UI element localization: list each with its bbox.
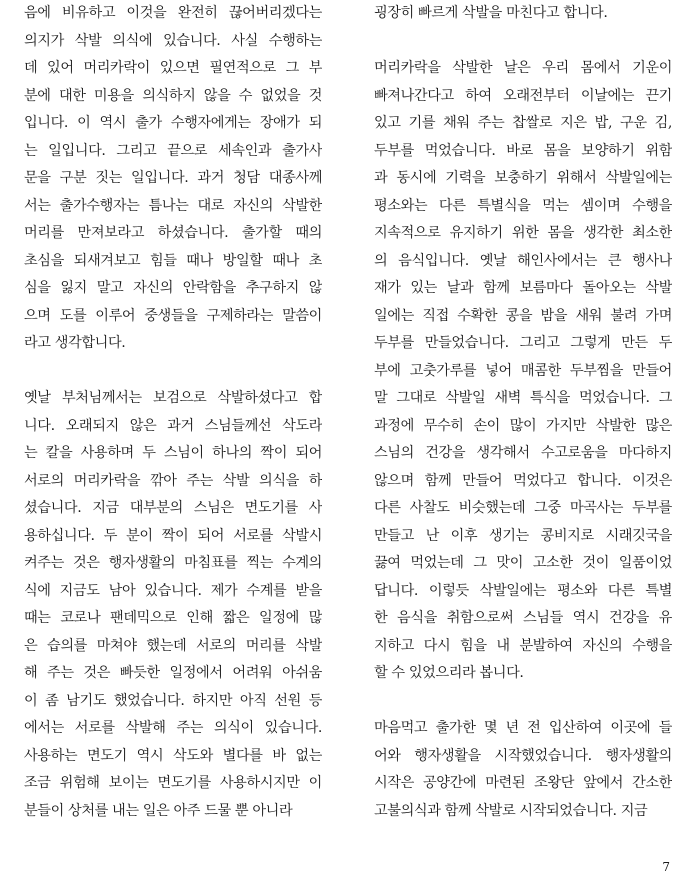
paragraph xyxy=(374,55,672,688)
text-line: 이 좀 남기도 했었습니다. 하지만 아직 선원 등 xyxy=(24,692,322,709)
text-line: 는 칼을 사용하며 두 스님이 하나의 짝이 되어 xyxy=(24,445,322,461)
text-line: 재가 있는 날과 함께 보름마다 돌아오는 삭발 xyxy=(374,280,672,296)
text-line: 심을 잃지 말고 자신의 안락함을 추구하지 않 xyxy=(24,280,322,296)
text-line: 식에 지금도 남아 있습니다. 제가 수계를 받을 xyxy=(24,582,322,599)
paragraph xyxy=(24,0,322,358)
text-line: 의지가 삭발 의식에 있습니다. 사실 수행하는 xyxy=(24,32,322,49)
paragraph xyxy=(24,385,322,825)
text-line: 시작은 공양간에 마련된 조왕단 앞에서 간소한 xyxy=(374,775,672,791)
text-line: 지하고 다시 힘을 내 분발하여 자신의 수행을 xyxy=(374,637,672,654)
text-line: 라고 생각합니다. xyxy=(24,335,126,351)
text-line: 서는 출가수행자는 틈나는 대로 자신의 삭발한 xyxy=(24,197,322,214)
text-line: 만들고 난 이후 생기는 콩비지로 시래깃국을 xyxy=(374,527,672,544)
page-number: 7 xyxy=(662,860,670,874)
paragraph xyxy=(374,715,672,825)
text-line: 지속적으로 유지하기 위한 몸을 생각한 최소한 xyxy=(374,225,672,241)
text-line: 셨습니다. 지금 대부분의 스님은 면도기를 사 xyxy=(24,500,322,516)
text-line: 머리카락을 삭발한 날은 우리 몸에서 기운이 xyxy=(374,60,672,76)
text-line: 입니다. 이 역시 출가 수행자에게는 장애가 되 xyxy=(24,115,322,131)
text-line: 니다. 오래되지 않은 과거 스님들께선 삭도라 xyxy=(24,417,322,434)
text-line: 빠져나간다고 하여 오래전부터 이날에는 끈기 xyxy=(374,87,672,104)
text-line: 는 일입니다. 그리고 끝으로 세속인과 출가사 xyxy=(24,142,322,159)
text-line: 때는 코로나 팬데믹으로 인해 짧은 일정에 많 xyxy=(24,610,322,626)
paragraph xyxy=(374,0,672,28)
text-line: 용하십니다. 두 분이 짝이 되어 서로를 삭발시 xyxy=(24,527,322,544)
text-line: 마음먹고 출가한 몇 년 전 입산하여 이곳에 들 xyxy=(374,720,672,736)
text-line: 어와 행자생활을 시작했었습니다. 행자생활의 xyxy=(374,747,672,764)
text-line: 켜주는 것은 행자생활의 마침표를 찍는 수계의 xyxy=(24,555,322,571)
text-line: 일에는 직접 수확한 콩을 밤을 새워 불려 가며 xyxy=(374,307,672,324)
paragraph-gap xyxy=(374,28,672,56)
text-line: 굉장히 빠르게 삭발을 마친다고 합니다. xyxy=(374,5,608,21)
text-line: 으며 도를 이루어 중생들을 구제하라는 말씀이 xyxy=(24,307,322,324)
text-line: 있고 기를 채워 주는 찹쌀로 지은 밥, 구운 김, xyxy=(374,115,672,131)
right-column xyxy=(374,0,672,825)
text-line: 데 있어 머리카락이 있으면 필연적으로 그 부 xyxy=(24,60,322,76)
text-line: 말 그대로 삭발일 새벽 특식을 먹었습니다. 그 xyxy=(374,390,672,406)
text-line: 문을 구분 짓는 일입니다. 과거 청담 대종사께 xyxy=(24,170,322,186)
text-line: 과정에 무수히 손이 많이 가지만 삭발한 많은 xyxy=(374,417,672,434)
text-line: 과 동시에 기력을 보충하기 위해서 삭발일에는 xyxy=(374,170,672,186)
text-line: 다른 사찰도 비슷했는데 그중 마곡사는 두부를 xyxy=(374,500,672,516)
left-column xyxy=(24,0,322,825)
text-line: 머리를 만져보라고 하셨습니다. 출가할 때의 xyxy=(24,225,322,241)
text-line: 조금 위험해 보이는 면도기를 사용하시지만 이 xyxy=(24,775,322,791)
text-line: 고불의식과 함께 삭발로 시작되었습니다. 지금 xyxy=(374,802,648,819)
text-line: 부에 고춧가루를 넣어 매콤한 두부찜을 만들어 xyxy=(374,362,672,379)
text-line: 에서는 서로를 삭발해 주는 의식이 있습니다. xyxy=(24,720,322,736)
text-line: 분에 대한 미용을 의식하지 않을 수 없었을 것 xyxy=(24,87,322,104)
text-line: 분들이 상처를 내는 일은 아주 드물 뿐 아니라 xyxy=(24,802,293,819)
text-line: 해 주는 것은 빠듯한 일정에서 어려워 아쉬움 xyxy=(24,665,322,681)
text-line: 할 수 있었으리라 봅니다. xyxy=(374,665,524,681)
paragraph-gap xyxy=(24,358,322,386)
text-line: 한 음식을 취함으로써 스님들 역시 건강을 유 xyxy=(374,610,672,626)
text-line: 않으며 함께 만들어 먹었다고 합니다. 이것은 xyxy=(374,472,672,489)
text-line: 두부를 만들었습니다. 그리고 그렇게 만든 두 xyxy=(374,335,672,351)
text-line: 초심을 되새겨보고 힘들 때나 방일할 때나 초 xyxy=(24,252,322,269)
text-line: 은 습의를 마쳐야 했는데 서로의 머리를 삭발 xyxy=(24,637,322,654)
text-line: 두부를 먹었습니다. 바로 몸을 보양하기 위함 xyxy=(374,142,672,159)
text-line: 스님의 건강을 생각해서 수고로움을 마다하지 xyxy=(374,445,672,461)
text-line: 답니다. 이렇듯 삭발일에는 평소와 다른 특별 xyxy=(374,582,672,599)
text-line: 옛날 부처님께서는 보검으로 삭발하셨다고 합 xyxy=(24,390,322,406)
text-line: 음에 비유하고 이것을 완전히 끊어버리겠다는 xyxy=(24,5,322,21)
text-line: 평소와는 다른 특별식을 먹는 셈이며 수행을 xyxy=(374,197,672,214)
text-line: 끓여 먹었는데 그 맛이 고소한 것이 일품이었 xyxy=(374,555,672,571)
text-line: 서로의 머리카락을 깎아 주는 삭발 의식을 하 xyxy=(24,472,322,489)
text-line: 의 음식입니다. 옛날 해인사에서는 큰 행사나 xyxy=(374,252,672,269)
text-line: 사용하는 면도기 역시 삭도와 별다를 바 없는 xyxy=(24,747,322,764)
paragraph-gap xyxy=(374,688,672,716)
